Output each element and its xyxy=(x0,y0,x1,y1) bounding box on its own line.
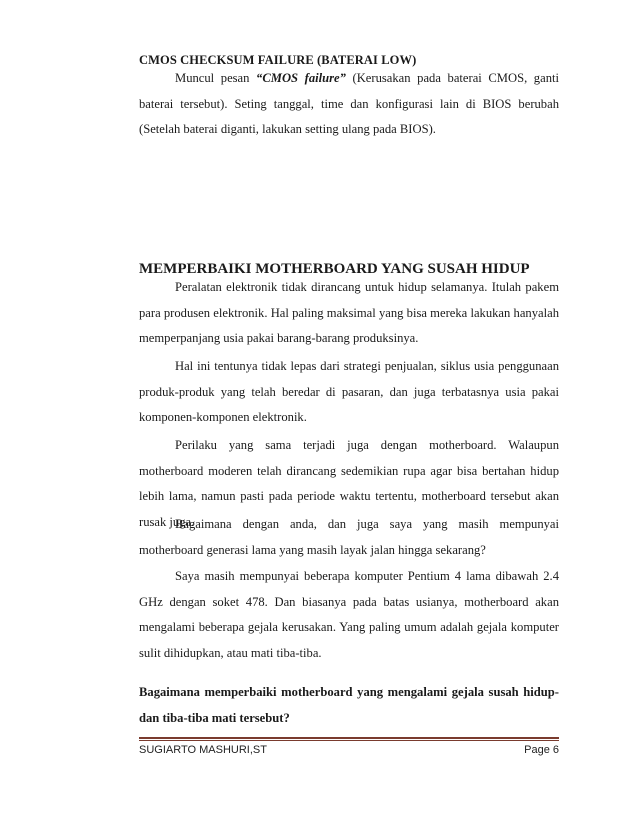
paragraph-2-text: Hal ini tentunya tidak lepas dari strategi penjualan, siklus usia penggunaan produk-produk yang telah beredar di pasaran, dan juga terbatasnya usia pakai komponen-komponen elektronik. xyxy=(139,359,559,424)
paragraph-cmos-em: “CMOS failure” xyxy=(256,71,346,85)
footer-rule xyxy=(139,737,559,739)
paragraph-4-text: Bagaimana dengan anda, dan juga saya yang masih mempunyai motherboard generasi lama yang masih layak jalan hingga sekarang? xyxy=(139,517,559,557)
paragraph-5 xyxy=(139,564,559,666)
paragraph-cmos-pre: Muncul pesan xyxy=(175,71,257,85)
paragraph-5-text: Saya masih mempunyai beberapa komputer Pentium 4 lama dibawah 2.4 GHz dengan soket 478. Dan biasanya pada batas usianya, motherboard akan mengalami beberapa gejala kerusakan. Yang paling umum adalah gejala komputer sulit dihidupkan, atau mati tiba-tiba. xyxy=(139,569,559,660)
paragraph-2 xyxy=(139,354,559,431)
section-heading-cmos: CMOS CHECKSUM FAILURE (BATERAI LOW) xyxy=(139,53,417,67)
paragraph-3-text: Perilaku yang sama terjadi juga dengan motherboard. Walaupun motherboard moderen telah dirancang sedemikian rupa agar bisa bertahan hidup lebih lama, namun pasti pada periode waktu tertentu, motherboard tersebut akan rusak juga. xyxy=(139,438,559,529)
footer-rule-thin xyxy=(139,740,559,741)
footer-page-number: Page 6 xyxy=(524,744,559,756)
paragraph-cmos xyxy=(139,66,559,143)
footer-author: SUGIARTO MASHURI,ST xyxy=(139,744,267,756)
paragraph-1 xyxy=(139,275,559,352)
paragraph-cmos-post: (Kerusakan pada baterai CMOS, ganti baterai tersebut). Seting tanggal, time dan konfigurasi lain di BIOS berubah (Setelah baterai diganti, lakukan setting ulang pada BIOS). xyxy=(139,71,559,136)
paragraph-4 xyxy=(139,512,559,563)
section-heading-motherboard: MEMPERBAIKI MOTHERBOARD YANG SUSAH HIDUP xyxy=(139,261,530,277)
question-paragraph: Bagaimana memperbaiki motherboard yang mengalami gejala susah hidup-dan tiba-tiba mati tersebut? xyxy=(139,685,559,725)
paragraph-1-text: Peralatan elektronik tidak dirancang untuk hidup selamanya. Itulah pakem para produsen elektronik. Hal paling maksimal yang bisa mereka lakukan hanyalah memperpanjang usia pakai barang-barang produksinya. xyxy=(139,280,559,345)
